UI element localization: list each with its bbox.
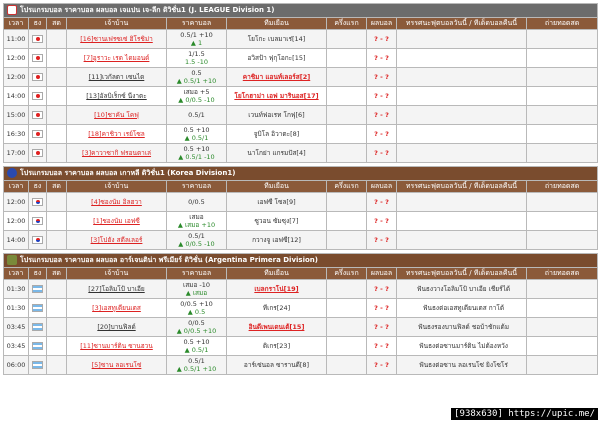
league-table <box>3 253 598 375</box>
match-time: 11:00 <box>4 30 29 49</box>
column-header-result: ผลบอล <box>367 268 397 280</box>
live-cell <box>47 68 67 87</box>
country-flag-cell <box>29 125 47 144</box>
prediction-text <box>397 193 527 212</box>
home-team-link[interactable]: [18]คาชิวา เรย์โซล <box>88 130 145 138</box>
away-team-link[interactable]: เอฟซี โซล[9] <box>257 198 296 206</box>
column-header-flag: ธง <box>29 268 47 280</box>
odds-cell <box>167 280 227 299</box>
half-time-cell <box>327 87 367 106</box>
away-team-cell[interactable] <box>227 280 327 299</box>
column-header-home: เจ้าบ้าน <box>67 268 167 280</box>
ar-flag-icon <box>32 342 43 350</box>
away-team-cell[interactable] <box>227 68 327 87</box>
away-team-cell[interactable] <box>227 337 327 356</box>
prediction-text <box>397 212 527 231</box>
broadcast-cell <box>527 68 598 87</box>
prediction-text: ฟันธงต่อซานมาร์ติน ไม่ต้องหวัง <box>397 337 527 356</box>
odds-cell <box>167 30 227 49</box>
away-team-cell[interactable] <box>227 231 327 250</box>
live-cell <box>47 280 67 299</box>
odds-line-2: ▲ 0.5/1 +10 <box>176 77 217 85</box>
half-time-cell <box>327 356 367 375</box>
match-row <box>4 193 598 212</box>
half-time-cell <box>327 144 367 163</box>
jp-flag-icon <box>32 111 43 119</box>
home-team-cell[interactable] <box>67 144 167 163</box>
image-watermark: [938x630] https://upic.me/ <box>451 408 598 420</box>
away-team-cell[interactable] <box>227 212 327 231</box>
home-team-cell[interactable] <box>67 125 167 144</box>
odds-line-2: ▲ 0/0.5 +10 <box>176 327 217 335</box>
home-team-cell[interactable] <box>67 49 167 68</box>
odds-line-1: 0/0.5 <box>188 319 205 327</box>
odds-cell <box>167 68 227 87</box>
column-header-away: ทีมเยือน <box>227 268 327 280</box>
match-row <box>4 87 598 106</box>
home-team-cell[interactable] <box>67 30 167 49</box>
match-time: 16:30 <box>4 125 29 144</box>
away-team-link[interactable]: อวิสป้า ฟุกุโอกะ[15] <box>247 54 306 62</box>
match-time: 01:30 <box>4 280 29 299</box>
live-cell <box>47 106 67 125</box>
match-time: 03:45 <box>4 318 29 337</box>
prediction-text <box>397 30 527 49</box>
odds-line-1: 0.5/1 +10 <box>180 31 213 39</box>
broadcast-cell <box>527 49 598 68</box>
broadcast-cell <box>527 337 598 356</box>
odds-line-2: ▲ 1 <box>190 39 203 47</box>
home-team-link[interactable]: [5]ซาน ลอเรนโซ่ <box>91 361 142 369</box>
away-team-cell[interactable] <box>227 106 327 125</box>
country-flag-cell <box>29 356 47 375</box>
column-header-odds: ราคาบอล <box>167 181 227 193</box>
country-flag-cell <box>29 68 47 87</box>
odds-cell <box>167 125 227 144</box>
odds-line-2: ▲ 0.5 <box>187 308 206 316</box>
odds-line-2: ▲ เสมอ <box>185 289 208 297</box>
home-team-cell[interactable] <box>67 68 167 87</box>
column-header-odds: ราคาบอล <box>167 268 227 280</box>
broadcast-cell <box>527 318 598 337</box>
half-time-cell <box>327 318 367 337</box>
home-team-link[interactable]: [13]อัลบิเร็กซ์ นีงาตะ <box>86 92 147 100</box>
column-header-broadcast: ถ่ายทอดสด <box>527 181 598 193</box>
odds-line-1: 1/1.5 <box>188 50 205 58</box>
home-team-cell[interactable] <box>67 356 167 375</box>
kr-flag-icon <box>32 217 43 225</box>
country-flag-cell <box>29 318 47 337</box>
match-score: ? - ? <box>367 68 397 87</box>
home-team-cell[interactable] <box>67 299 167 318</box>
prediction-text: ฟันธงต่อเอสทูเดียนเตส กาโต้ <box>397 299 527 318</box>
home-team-link[interactable]: [3]เอสทูเดียนเตส <box>92 304 141 312</box>
match-row <box>4 144 598 163</box>
home-team-link[interactable]: [3]คาวาซากิ ฟรอนตาเล่ <box>81 149 152 157</box>
ar-flag-icon <box>32 304 43 312</box>
match-row <box>4 356 598 375</box>
away-team-link[interactable]: จูบิโล อิวาตะ[8] <box>253 130 300 138</box>
column-header-away: ทีมเยือน <box>227 18 327 30</box>
half-time-cell <box>327 212 367 231</box>
league-table <box>3 3 598 163</box>
match-score: ? - ? <box>367 280 397 299</box>
match-score: ? - ? <box>367 106 397 125</box>
away-team-cell[interactable] <box>227 144 327 163</box>
match-score: ? - ? <box>367 49 397 68</box>
league-table <box>3 166 598 250</box>
odds-line-1: เสมอ <box>189 213 204 221</box>
match-time: 12:00 <box>4 49 29 68</box>
league-title-text: โปรแกรมบอล ราคาบอล ผลบอล เจแปน เจ-ลีก ดิวิชั่น1 (J. LEAGUE Division 1) <box>20 6 275 14</box>
broadcast-cell <box>527 280 598 299</box>
league-title-text: โปรแกรมบอล ราคาบอล ผลบอล เกาหลี ดิวิชั่น1 (Korea Division1) <box>20 169 236 177</box>
odds-line-1: 0.5 +10 <box>183 145 210 153</box>
away-team-cell[interactable] <box>227 125 327 144</box>
odds-line-1: 0.5 <box>191 69 202 77</box>
live-cell <box>47 231 67 250</box>
match-score: ? - ? <box>367 193 397 212</box>
ar-flag-icon <box>32 361 43 369</box>
prediction-text <box>397 144 527 163</box>
odds-line-2: ▲ 0.5/1 -10 <box>178 153 215 161</box>
broadcast-cell <box>527 106 598 125</box>
korea-league-logo-icon <box>7 168 17 178</box>
odds-line-1: 0.5 +10 <box>183 338 210 346</box>
jp-flag-icon <box>32 149 43 157</box>
jp-flag-icon <box>32 73 43 81</box>
league-title[interactable] <box>4 4 598 18</box>
broadcast-cell <box>527 87 598 106</box>
home-team-link[interactable]: [11]ซานมาร์ติน ซานฮวน <box>80 342 153 350</box>
column-header-odds: ราคาบอล <box>167 18 227 30</box>
country-flag-cell <box>29 49 47 68</box>
away-team-link[interactable]: อินดีเพนเดนเต้[15] <box>248 323 305 331</box>
odds-line-2: ▲ 0/0.5 -10 <box>178 96 215 104</box>
country-flag-cell <box>29 106 47 125</box>
half-time-cell <box>327 68 367 87</box>
live-cell <box>47 49 67 68</box>
prediction-text: ฟันธงวางโอลิมโป้ บาเอีย เชียร์ได้ <box>397 280 527 299</box>
odds-line-1: 0.5/1 <box>188 111 205 119</box>
jp-flag-icon <box>32 35 43 43</box>
odds-line-1: เสมอ +5 <box>183 88 210 96</box>
match-time: 12:00 <box>4 193 29 212</box>
away-team-cell[interactable] <box>227 299 327 318</box>
column-header-half: ครึ่งแรก <box>327 268 367 280</box>
j-league-logo-icon <box>7 5 17 15</box>
column-header-broadcast: ถ่ายทอดสด <box>527 18 598 30</box>
match-time: 12:00 <box>4 212 29 231</box>
country-flag-cell <box>29 280 47 299</box>
live-cell <box>47 356 67 375</box>
live-cell <box>47 193 67 212</box>
home-team-link[interactable]: [1]ชองนัม เอฟซี <box>93 217 140 225</box>
match-score: ? - ? <box>367 144 397 163</box>
match-score: ? - ? <box>367 125 397 144</box>
live-cell <box>47 212 67 231</box>
live-cell <box>47 318 67 337</box>
match-row <box>4 231 598 250</box>
jp-flag-icon <box>32 130 43 138</box>
away-team-link[interactable]: กวางจู เอฟซี[12] <box>252 236 301 244</box>
jp-flag-icon <box>32 92 43 100</box>
prediction-text <box>397 231 527 250</box>
country-flag-cell <box>29 212 47 231</box>
column-header-half: ครึ่งแรก <box>327 181 367 193</box>
match-time: 12:00 <box>4 68 29 87</box>
column-header-predict: ทรรศนะฟุตบอลวันนี้ / ทีเด็ดบอลคืนนี้ <box>397 181 527 193</box>
odds-cell <box>167 231 227 250</box>
match-time: 14:00 <box>4 87 29 106</box>
away-team-link[interactable]: โยโกฮาม่า เอฟ มารินอส[17] <box>234 92 319 100</box>
broadcast-cell <box>527 356 598 375</box>
home-team-link[interactable]: [3]โปฮัง สตีลเลอร์ <box>90 236 143 244</box>
odds-cell <box>167 212 227 231</box>
home-team-link[interactable]: [7]อูราวะ เรด ไดมอนด์ <box>83 54 150 62</box>
odds-cell <box>167 299 227 318</box>
home-team-link[interactable]: [10]ชาคัน โคฟุ <box>94 111 139 119</box>
live-cell <box>47 87 67 106</box>
odds-line-1: 0.5/1 <box>188 357 205 365</box>
prediction-text: ฟันธงต่อซาน ลอเรนโซ่ ยิงโซโร่ <box>397 356 527 375</box>
league-title[interactable] <box>4 254 598 268</box>
country-flag-cell <box>29 299 47 318</box>
column-header-predict: ทรรศนะฟุตบอลวันนี้ / ทีเด็ดบอลคืนนี้ <box>397 268 527 280</box>
half-time-cell <box>327 337 367 356</box>
match-score: ? - ? <box>367 30 397 49</box>
match-row <box>4 125 598 144</box>
odds-line-2: ▲ 0/0.5 -10 <box>178 240 215 248</box>
odds-line-1: 0/0.5 +10 <box>180 300 213 308</box>
home-team-cell[interactable] <box>67 280 167 299</box>
match-time: 06:00 <box>4 356 29 375</box>
kr-flag-icon <box>32 236 43 244</box>
match-row <box>4 280 598 299</box>
odds-line-1: 0.5/1 <box>188 232 205 240</box>
match-row <box>4 49 598 68</box>
away-team-link[interactable]: เวนท์ฟอเรท โกฟุ[6] <box>248 111 305 119</box>
match-score: ? - ? <box>367 356 397 375</box>
match-time: 15:00 <box>4 106 29 125</box>
away-team-link[interactable]: คาชิมา แอนท์เลอร์ส[2] <box>242 73 311 81</box>
half-time-cell <box>327 299 367 318</box>
live-cell <box>47 30 67 49</box>
home-team-cell[interactable] <box>67 318 167 337</box>
away-team-cell[interactable] <box>227 193 327 212</box>
odds-line-2: 1.5 -10 <box>184 58 209 66</box>
odds-cell <box>167 318 227 337</box>
prediction-text <box>397 49 527 68</box>
live-cell <box>47 337 67 356</box>
home-team-cell[interactable] <box>67 106 167 125</box>
odds-cell <box>167 144 227 163</box>
match-row <box>4 299 598 318</box>
home-team-link[interactable]: [20]บานฟิลด์ <box>97 323 136 331</box>
odds-line-1: 0/0.5 <box>188 198 205 206</box>
match-row <box>4 30 598 49</box>
odds-line-2: ▲ เสมอ +10 <box>177 221 216 229</box>
away-team-cell[interactable] <box>227 49 327 68</box>
odds-line-2: ▲ 0.5/1 <box>184 346 209 354</box>
match-time: 17:00 <box>4 144 29 163</box>
column-header-away: ทีมเยือน <box>227 181 327 193</box>
match-row <box>4 318 598 337</box>
away-team-link[interactable]: อาร์เซ่นอล ซารานดี[8] <box>243 361 310 369</box>
away-team-cell[interactable] <box>227 30 327 49</box>
prediction-text <box>397 87 527 106</box>
match-score: ? - ? <box>367 299 397 318</box>
away-team-cell[interactable] <box>227 318 327 337</box>
half-time-cell <box>327 49 367 68</box>
home-team-cell[interactable] <box>67 212 167 231</box>
half-time-cell <box>327 30 367 49</box>
away-team-link[interactable]: ทีเกร[24] <box>262 304 291 312</box>
fixture-tables <box>3 3 597 378</box>
prediction-text: ฟันธงรองบานฟิลด์ ชอบ้าชักแต้ม <box>397 318 527 337</box>
half-time-cell <box>327 125 367 144</box>
away-team-link[interactable]: ติเกร[23] <box>262 342 291 350</box>
match-time: 14:00 <box>4 231 29 250</box>
column-header-time: เวลา <box>4 181 29 193</box>
prediction-text <box>397 68 527 87</box>
match-row <box>4 212 598 231</box>
away-team-link[interactable]: โยโกะ เบลมาเร่[14] <box>247 35 306 43</box>
half-time-cell <box>327 280 367 299</box>
home-team-link[interactable]: [11]เวกัลตา เซนได <box>88 73 145 81</box>
match-score: ? - ? <box>367 212 397 231</box>
away-team-cell[interactable] <box>227 356 327 375</box>
match-score: ? - ? <box>367 337 397 356</box>
column-header-home: เจ้าบ้าน <box>67 181 167 193</box>
odds-cell <box>167 106 227 125</box>
home-team-link[interactable]: [4]ซองนัม อิลฮวา <box>91 198 142 206</box>
match-row <box>4 337 598 356</box>
country-flag-cell <box>29 30 47 49</box>
match-time: 03:45 <box>4 337 29 356</box>
kr-flag-icon <box>32 198 43 206</box>
column-header-flag: ธง <box>29 181 47 193</box>
league-title[interactable] <box>4 167 598 181</box>
home-team-link[interactable]: [27]โอลิมโป้ บาเอีย <box>88 285 145 293</box>
match-time: 01:30 <box>4 299 29 318</box>
ar-flag-icon <box>32 285 43 293</box>
column-header-live: สด <box>47 268 67 280</box>
away-team-link[interactable]: นาโกย่า แกรมปัส[4] <box>247 149 306 157</box>
league-title-text: โปรแกรมบอล ราคาบอล ผลบอล อาร์เจนติน่า พรีเมียร์ ดิวิชั่น (Argentina Primera Division) <box>20 256 318 264</box>
column-header-result: ผลบอล <box>367 18 397 30</box>
column-header-flag: ธง <box>29 18 47 30</box>
home-team-cell[interactable] <box>67 337 167 356</box>
country-flag-cell <box>29 144 47 163</box>
country-flag-cell <box>29 231 47 250</box>
half-time-cell <box>327 106 367 125</box>
live-cell <box>47 144 67 163</box>
column-header-time: เวลา <box>4 268 29 280</box>
broadcast-cell <box>527 212 598 231</box>
half-time-cell <box>327 231 367 250</box>
away-team-link[interactable]: เบลกราโน่[19] <box>254 285 299 293</box>
odds-cell <box>167 49 227 68</box>
match-score: ? - ? <box>367 87 397 106</box>
odds-line-1: 0.5 +10 <box>183 126 210 134</box>
column-header-time: เวลา <box>4 18 29 30</box>
jp-flag-icon <box>32 54 43 62</box>
live-cell <box>47 125 67 144</box>
broadcast-cell <box>527 30 598 49</box>
column-header-half: ครึ่งแรก <box>327 18 367 30</box>
broadcast-cell <box>527 144 598 163</box>
live-cell <box>47 299 67 318</box>
broadcast-cell <box>527 125 598 144</box>
match-score: ? - ? <box>367 231 397 250</box>
prediction-text <box>397 125 527 144</box>
broadcast-cell <box>527 231 598 250</box>
home-team-cell[interactable] <box>67 231 167 250</box>
prediction-text <box>397 106 527 125</box>
match-row <box>4 68 598 87</box>
odds-cell <box>167 337 227 356</box>
country-flag-cell <box>29 87 47 106</box>
column-header-predict: ทรรศนะฟุตบอลวันนี้ / ทีเด็ดบอลคืนนี้ <box>397 18 527 30</box>
away-team-link[interactable]: ซูวอน ซัมซุง[7] <box>254 217 299 225</box>
away-team-cell[interactable] <box>227 87 327 106</box>
odds-line-2: ▲ 0.5/1 <box>184 134 209 142</box>
ar-flag-icon <box>32 323 43 331</box>
country-flag-cell <box>29 193 47 212</box>
country-flag-cell <box>29 337 47 356</box>
column-header-broadcast: ถ่ายทอดสด <box>527 268 598 280</box>
argentina-league-logo-icon <box>7 255 17 265</box>
match-row <box>4 106 598 125</box>
column-header-home: เจ้าบ้าน <box>67 18 167 30</box>
odds-cell <box>167 87 227 106</box>
home-team-cell[interactable] <box>67 87 167 106</box>
column-header-live: สด <box>47 181 67 193</box>
home-team-link[interactable]: [16]ซานเฟรซเซ่ ฮิโรชิม่า <box>80 35 153 43</box>
column-header-live: สด <box>47 18 67 30</box>
match-score: ? - ? <box>367 318 397 337</box>
half-time-cell <box>327 193 367 212</box>
odds-cell <box>167 193 227 212</box>
odds-line-2: ▲ 0.5/1 +10 <box>176 365 217 373</box>
odds-line-1: เสมอ -10 <box>182 281 211 289</box>
broadcast-cell <box>527 193 598 212</box>
broadcast-cell <box>527 299 598 318</box>
column-header-result: ผลบอล <box>367 181 397 193</box>
odds-cell <box>167 356 227 375</box>
home-team-cell[interactable] <box>67 193 167 212</box>
